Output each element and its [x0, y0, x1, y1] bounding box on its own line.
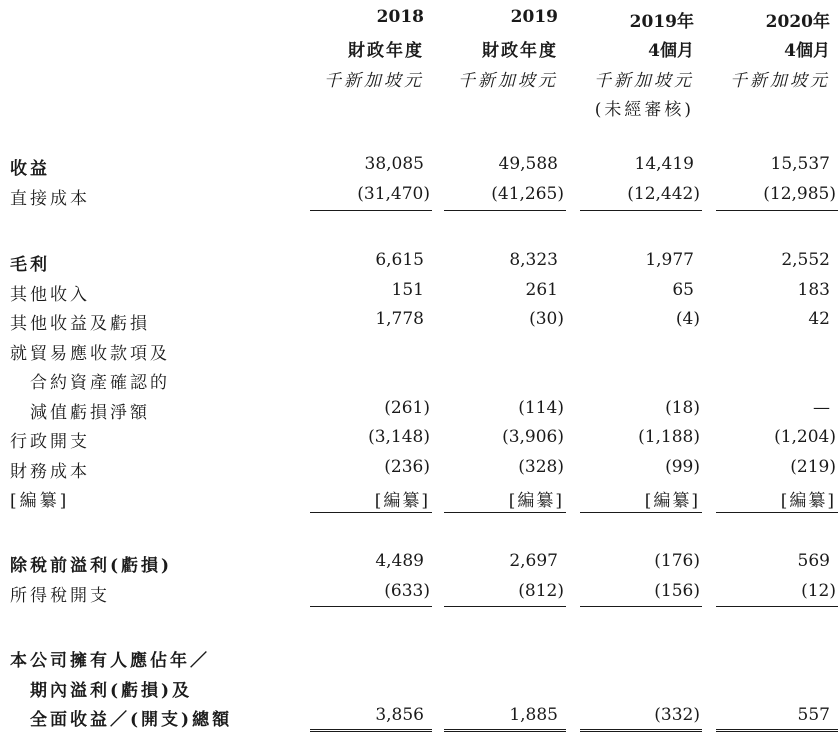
value-cell: (18)	[665, 398, 700, 418]
row-label-income-tax: 所得稅開支	[10, 586, 110, 606]
row-label-impairment-line2: 合約資產確認的	[30, 373, 170, 393]
value-cell: (31,470)	[357, 184, 430, 204]
row-label-other-income: 其他收入	[10, 285, 90, 305]
row-label-finance-costs: 財務成本	[10, 462, 90, 482]
row-label-revenue: 收益	[10, 159, 50, 179]
subtotal-rule	[716, 606, 838, 607]
row-label-gross-profit: 毛利	[10, 255, 50, 275]
column-unit: 千新加坡元	[730, 71, 830, 91]
value-cell: 2,552	[781, 250, 830, 270]
value-cell: (114)	[518, 398, 564, 418]
column-year: 2020年	[765, 12, 830, 32]
total-double-rule	[716, 729, 838, 732]
value-cell: 8,323	[509, 250, 558, 270]
value-cell: (328)	[518, 457, 564, 477]
value-cell: (41,265)	[491, 184, 564, 204]
value-cell: 183	[797, 280, 830, 300]
row-label-total-line1: 本公司擁有人應佔年／	[10, 651, 210, 671]
value-cell: (99)	[665, 457, 700, 477]
column-unit: 千新加坡元	[458, 71, 558, 91]
value-cell: (4)	[675, 309, 700, 329]
value-cell: 14,419	[634, 154, 694, 174]
row-label-redacted: [編纂]	[10, 491, 70, 511]
value-cell: 15,537	[770, 154, 830, 174]
subtotal-rule	[310, 512, 432, 513]
subtotal-rule	[716, 210, 838, 211]
value-cell: (261)	[384, 398, 430, 418]
column-period: 財政年度	[348, 41, 424, 61]
value-cell: 4,489	[375, 551, 424, 571]
subtotal-rule	[580, 606, 702, 607]
value-cell: (176)	[654, 551, 700, 571]
value-cell: 6,615	[375, 250, 424, 270]
value-cell: 557	[797, 705, 830, 725]
row-label-profit-before-tax: 除稅前溢利(虧損)	[10, 556, 173, 576]
total-double-rule	[580, 729, 702, 732]
subtotal-rule	[444, 210, 566, 211]
column-period: 財政年度	[482, 41, 558, 61]
row-label-total-line2: 期內溢利(虧損)及	[30, 681, 193, 701]
row-label-direct-cost: 直接成本	[10, 189, 90, 209]
row-label-admin-expenses: 行政開支	[10, 432, 90, 452]
column-unit: 千新加坡元	[324, 71, 424, 91]
value-cell: [編纂]	[644, 491, 700, 511]
subtotal-rule	[580, 210, 702, 211]
column-unit: 千新加坡元	[594, 71, 694, 91]
value-cell: (30)	[529, 309, 564, 329]
value-cell: 38,085	[364, 154, 424, 174]
value-cell: (1,188)	[638, 427, 700, 447]
subtotal-rule	[716, 512, 838, 513]
value-cell: 2,697	[509, 551, 558, 571]
value-cell: (12,985)	[763, 184, 836, 204]
column-period: 4個月	[648, 41, 694, 61]
value-cell: 1,778	[375, 309, 424, 329]
value-cell: [編纂]	[780, 491, 836, 511]
value-cell: (12,442)	[627, 184, 700, 204]
subtotal-rule	[444, 512, 566, 513]
value-cell: (1,204)	[774, 427, 836, 447]
value-cell: 569	[797, 551, 830, 571]
value-cell: 3,856	[375, 705, 424, 725]
value-cell: (219)	[790, 457, 836, 477]
value-cell: (236)	[384, 457, 430, 477]
column-year: 2019	[510, 7, 558, 27]
value-cell: —	[813, 398, 830, 418]
value-cell: (332)	[654, 705, 700, 725]
value-cell: [編纂]	[508, 491, 564, 511]
value-cell: 1,885	[509, 705, 558, 725]
value-cell: (3,148)	[368, 427, 430, 447]
value-cell: (3,906)	[502, 427, 564, 447]
row-label-total-line3: 全面收益／(開支)總額	[30, 710, 233, 730]
value-cell: (156)	[654, 581, 700, 601]
row-label-other-gains-losses: 其他收益及虧損	[10, 314, 150, 334]
subtotal-rule	[310, 606, 432, 607]
column-year: 2018	[376, 7, 424, 27]
value-cell: (812)	[518, 581, 564, 601]
subtotal-rule	[310, 210, 432, 211]
column-period: 4個月	[784, 41, 830, 61]
value-cell: 65	[672, 280, 694, 300]
value-cell: 49,588	[498, 154, 558, 174]
column-year: 2019年	[629, 12, 694, 32]
value-cell: (633)	[384, 581, 430, 601]
column-note: (未經審核)	[594, 100, 694, 120]
value-cell: 151	[391, 280, 424, 300]
subtotal-rule	[444, 606, 566, 607]
row-label-impairment-line3: 減值虧損淨額	[30, 403, 150, 423]
value-cell: (12)	[801, 581, 836, 601]
total-double-rule	[310, 729, 432, 732]
value-cell: 42	[808, 309, 830, 329]
value-cell: [編纂]	[374, 491, 430, 511]
value-cell: 261	[525, 280, 558, 300]
row-label-impairment-line1: 就貿易應收款項及	[10, 344, 170, 364]
subtotal-rule	[580, 512, 702, 513]
total-double-rule	[444, 729, 566, 732]
value-cell: 1,977	[645, 250, 694, 270]
